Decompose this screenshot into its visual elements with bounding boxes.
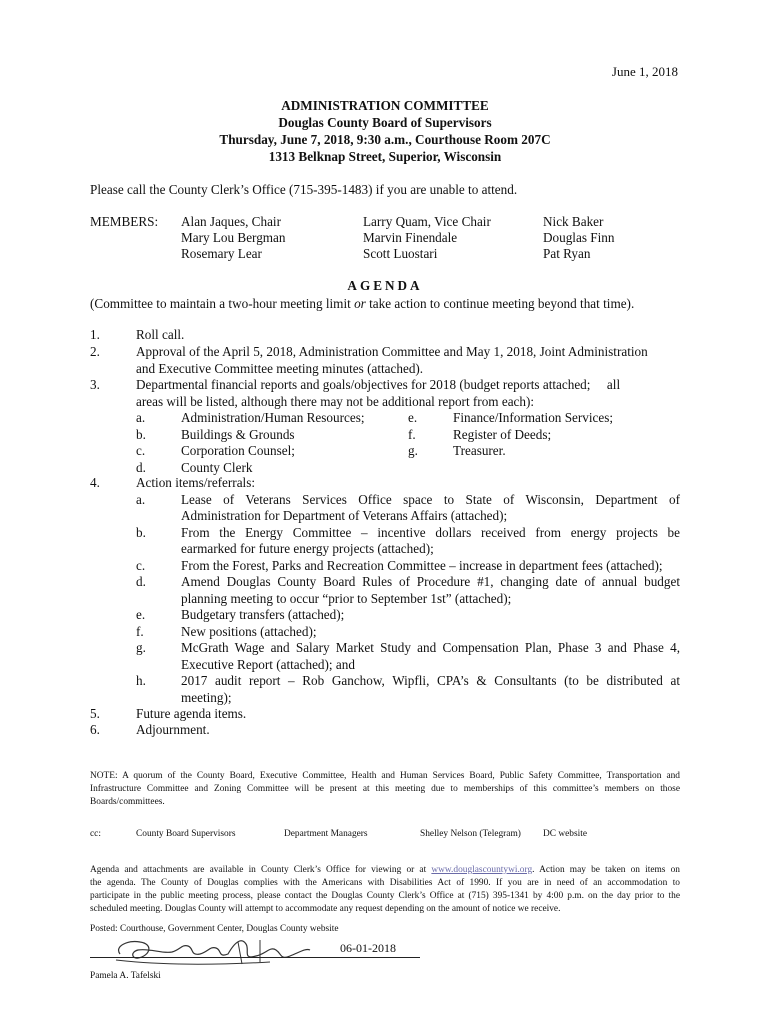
members-label: MEMBERS: <box>90 214 159 229</box>
sub-text: Treasurer. <box>453 443 506 458</box>
sub-letter: g. <box>408 443 418 458</box>
sub-letter: e. <box>136 607 146 622</box>
item-text: Approval of the April 5, 2018, Administration Committee and May 1, 2018, Joint Administration <box>136 344 648 359</box>
sub-text: Corporation Counsel; <box>181 443 295 458</box>
note-line: Infrastructure Committee and Zoning Committee will be present at this meeting due to memberships of this committee’s members on those <box>90 784 680 794</box>
availability-notice <box>90 864 680 916</box>
sub-letter: f. <box>408 426 416 442</box>
cc-recipient: County Board Supervisors <box>136 829 236 839</box>
sub-letter: h. <box>136 673 146 688</box>
agenda-subtitle <box>90 295 634 312</box>
availability-line: participate in the public meeting process, please contact the Douglas County Clerk’s Office at (715) 395-1341 by 4:00 p.m. on the day prior to the <box>90 891 680 901</box>
availability-line <box>90 864 680 877</box>
posted-locations: Posted: Courthouse, Government Center, Douglas County website <box>90 924 339 934</box>
cc-label: cc: <box>90 829 101 839</box>
item-text: areas will be listed, although there may not be additional report from each): <box>136 393 535 409</box>
sub-letter: c. <box>136 443 146 458</box>
sub-letter: d. <box>136 574 146 589</box>
item-number: 5. <box>90 706 100 721</box>
board-name: Douglas County Board of Supervisors <box>278 115 492 130</box>
availability-text: Agenda and attachments are available in County Clerk’s Office for viewing or at <box>90 865 432 875</box>
member-name: Douglas Finn <box>543 230 615 245</box>
member-name: Rosemary Lear <box>181 246 262 261</box>
member-name: Larry Quam, Vice Chair <box>363 214 491 229</box>
sub-letter: c. <box>136 557 146 573</box>
sub-letter: b. <box>136 426 146 442</box>
sub-letter: g. <box>136 640 146 655</box>
sub-text: Register of Deeds; <box>453 426 552 442</box>
availability-line: scheduled meeting. Douglas County will attempt to accommodate any request depending on the amount of notice we receive. <box>90 904 561 914</box>
sub-text: Executive Report (attached); and <box>181 656 355 672</box>
sub-text: Administration/Human Resources; <box>181 410 365 425</box>
cc-recipient: Shelley Nelson (Telegram) <box>420 829 521 839</box>
members-column-3 <box>543 213 614 261</box>
sub-letter: f. <box>136 623 144 639</box>
availability-line: the agenda. The County of Douglas complies with the Americans with Disabilities Act of 1990. If you are in need of an accommodation to <box>90 878 680 888</box>
members-column-2 <box>363 213 491 261</box>
item-number: 6. <box>90 722 100 737</box>
item-number: 1. <box>90 327 100 342</box>
item-number: 4. <box>90 475 100 490</box>
sub-text: County Clerk <box>181 459 253 475</box>
signer-name: Pamela A. Tafelski <box>90 971 161 981</box>
note-line: Boards/committees. <box>90 797 165 807</box>
signature-date: 06-01-2018 <box>340 941 396 955</box>
sub-text: Amend Douglas County Board Rules of Procedure #1, changing date of annual budget <box>181 574 680 589</box>
member-name: Mary Lou Bergman <box>181 230 286 245</box>
availability-text: . Action may be taken on items on <box>532 865 680 875</box>
quorum-note <box>90 770 680 809</box>
sub-letter: e. <box>408 410 418 425</box>
item-text: Action items/referrals: <box>136 475 256 490</box>
sub-letter: a. <box>136 410 146 425</box>
sub-text: 2017 audit report – Rob Ganchow, Wipfli, CPA’s & Consultants (to be distributed at <box>181 673 680 688</box>
sub-letter: d. <box>136 459 146 475</box>
committee-title: ADMINISTRATION COMMITTEE <box>281 98 489 113</box>
item-text: Roll call. <box>136 327 185 342</box>
sub-text: Buildings & Grounds <box>181 426 295 442</box>
sub-text: meeting); <box>181 689 232 705</box>
subtitle-text: (Committee to maintain a two-hour meeting limit <box>90 296 355 311</box>
agenda-title: AGENDA <box>347 278 423 293</box>
sub-letter: a. <box>136 491 146 507</box>
subtitle-or: or <box>354 296 366 311</box>
sub-text: New positions (attached); <box>181 623 317 639</box>
county-website-link[interactable]: www.douglascountywi.org <box>431 865 533 875</box>
sub-text: Administration for Department of Veterans Affairs (attached); <box>181 508 508 523</box>
sub-text: From the Energy Committee – incentive dollars received from energy projects be <box>181 524 680 540</box>
member-name: Alan Jaques, Chair <box>181 214 281 229</box>
item-number: 2. <box>90 344 100 359</box>
sub-letter: b. <box>136 524 146 540</box>
sub-text: Lease of Veterans Services Office space to State of Wisconsin, Department of <box>181 491 680 507</box>
member-name: Nick Baker <box>543 214 604 229</box>
member-name: Marvin Finendale <box>363 230 458 245</box>
sub-text: earmarked for future energy projects (attached); <box>181 541 434 556</box>
item-number: 3. <box>90 377 100 392</box>
handwritten-signature <box>110 934 320 970</box>
item-text: Future agenda items. <box>136 706 247 721</box>
sub-text: Finance/Information Services; <box>453 410 614 425</box>
document-date: June 1, 2018 <box>611 64 678 79</box>
cc-recipient: DC website <box>543 829 588 839</box>
sub-text: McGrath Wage and Salary Market Study and Compensation Plan, Phase 3 and Phase 4, <box>181 640 680 655</box>
item-text: Adjournment. <box>136 722 210 737</box>
sub-text: Budgetary transfers (attached); <box>181 607 345 622</box>
subtitle-text: take action to continue meeting beyond that time). <box>365 296 635 311</box>
item-text: and Executive Committee meeting minutes (attached). <box>136 360 424 376</box>
member-name: Pat Ryan <box>543 246 591 261</box>
signature-line <box>90 957 420 958</box>
members-column-1 <box>181 213 286 261</box>
meeting-datetime: Thursday, June 7, 2018, 9:30 a.m., Courthouse Room 207C <box>219 132 551 147</box>
call-notice: Please call the County Clerk’s Office (715-395-1483) if you are unable to attend. <box>90 182 518 197</box>
sub-text: From the Forest, Parks and Recreation Committee – increase in department fees (attached); <box>181 557 663 573</box>
meeting-address: 1313 Belknap Street, Superior, Wisconsin <box>268 149 502 164</box>
sub-text: planning meeting to occur “prior to September 1st” (attached); <box>181 590 512 606</box>
member-name: Scott Luostari <box>363 246 438 261</box>
cc-recipient: Department Managers <box>284 829 368 839</box>
item-text: Departmental financial reports and goals/objectives for 2018 (budget reports attached; all <box>136 377 621 392</box>
note-line: NOTE: A quorum of the County Board, Executive Committee, Health and Human Services Board, Public Safety Committee, Transportation and <box>90 771 680 781</box>
